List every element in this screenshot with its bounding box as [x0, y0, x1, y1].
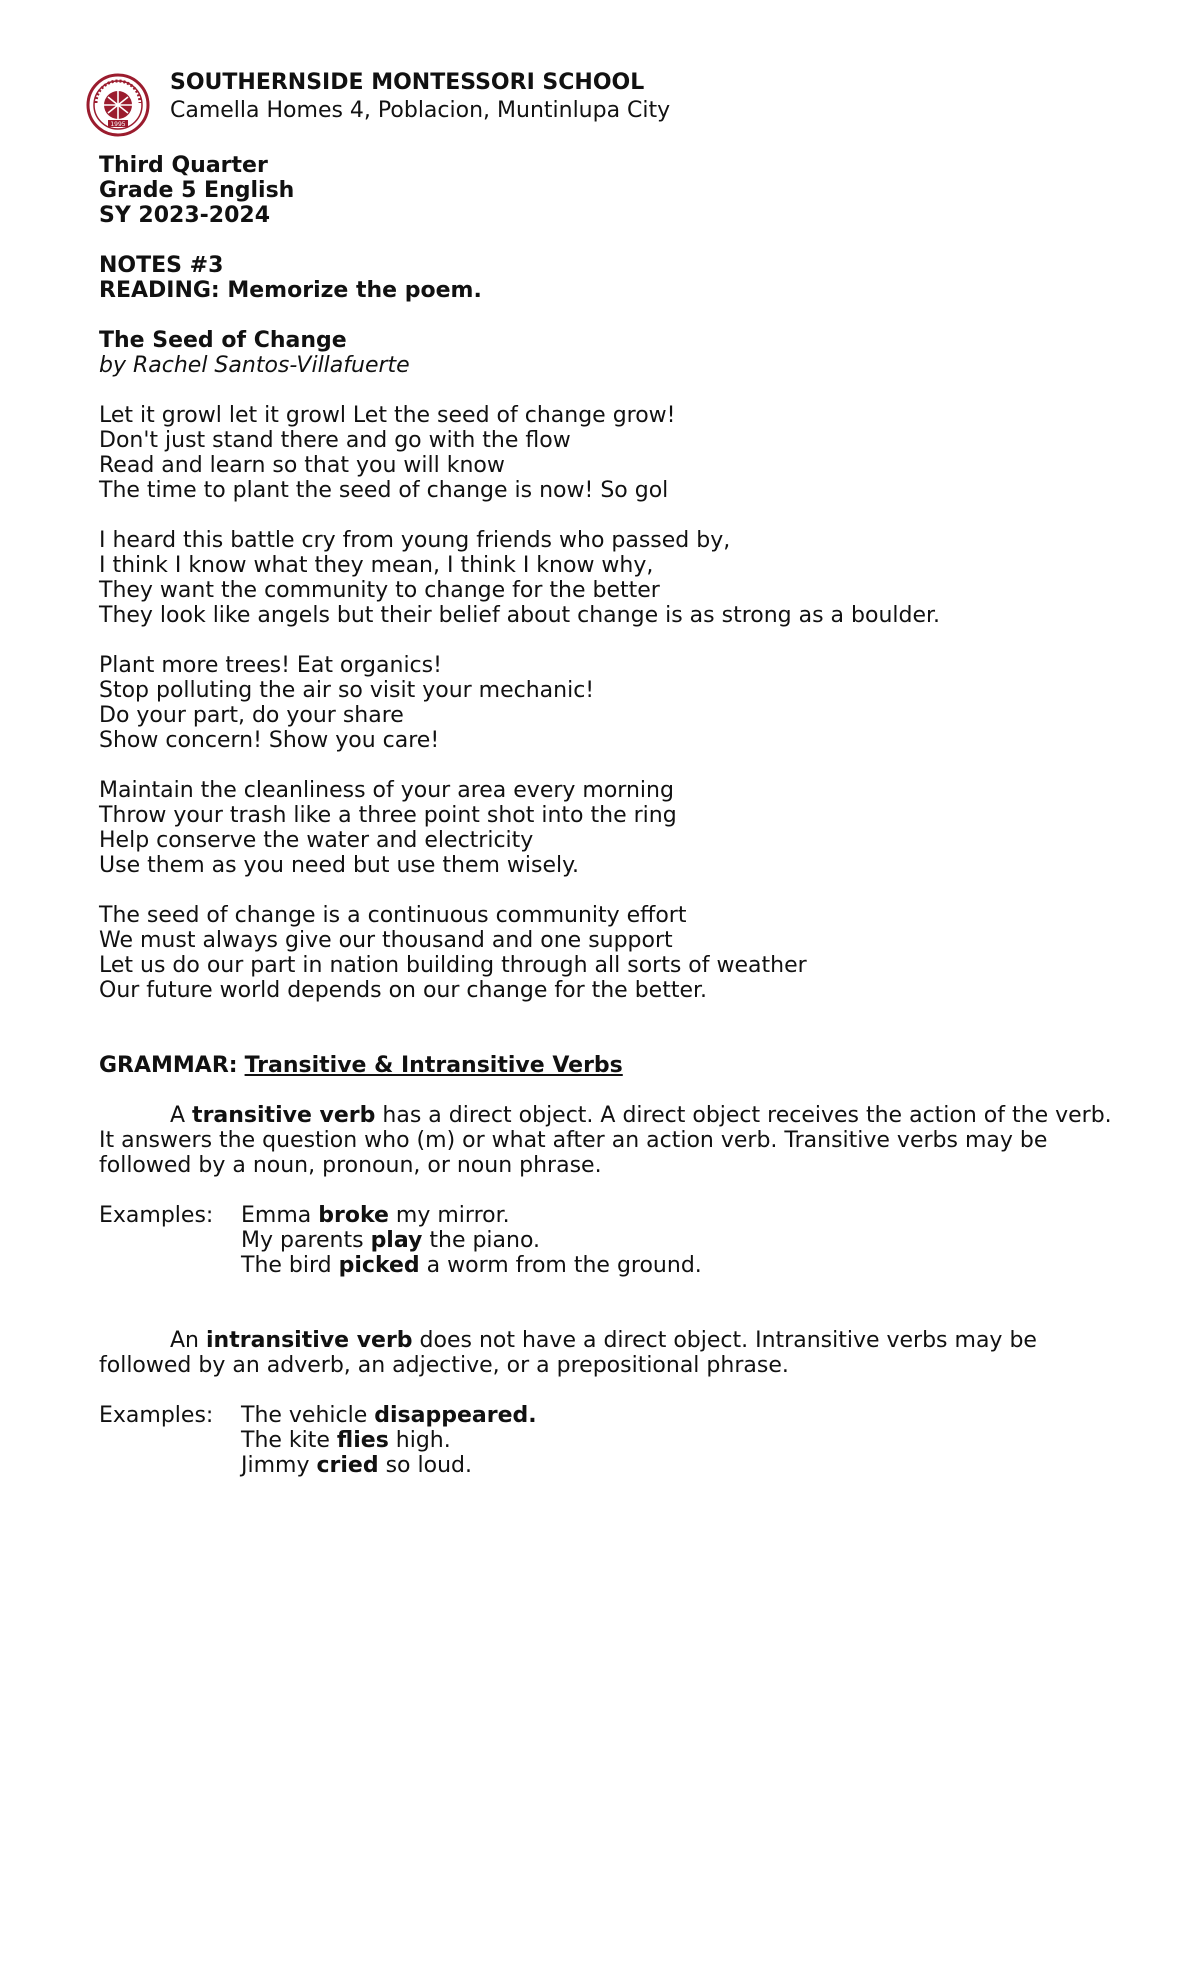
poem-line: Plant more trees! Eat organics! [99, 653, 442, 678]
poem-line: Stop polluting the air so visit your mechanic! [99, 678, 595, 703]
transitive-term: transitive verb [192, 1103, 376, 1128]
definition-text: A [170, 1103, 193, 1128]
poem-stanza [99, 778, 1119, 878]
poem-line: The time to plant the seed of change is now! So gol [99, 478, 669, 503]
example-sentence: My parents play the piano. [241, 1228, 541, 1253]
transitive-definition [99, 1103, 1119, 1178]
intransitive-definition [99, 1328, 1119, 1378]
poem-line: Let us do our part in nation building through all sorts of weather [99, 953, 807, 978]
example-verb: disappeared. [374, 1403, 537, 1428]
poem-line: I heard this battle cry from young friends who passed by, [99, 528, 731, 553]
poem-line: Throw your trash like a three point shot into the ring [99, 803, 677, 828]
definition-text: An [170, 1328, 206, 1353]
grammar-label: GRAMMAR: [99, 1053, 238, 1078]
school-name: SOUTHERNSIDE MONTESSORI SCHOOL [170, 70, 645, 95]
example-sentence: Jimmy cried so loud. [241, 1453, 472, 1478]
poem-line: They want the community to change for the better [99, 578, 660, 603]
poem-stanza [99, 528, 1119, 628]
grammar-topic: Transitive & Intransitive Verbs [244, 1053, 623, 1078]
poem-line: Our future world depends on our change for the better. [99, 978, 708, 1003]
poem-stanza [99, 903, 1119, 1003]
example-sentence: The vehicle disappeared. [241, 1403, 537, 1428]
quarter-label: Third Quarter [99, 153, 268, 178]
reading-instruction: READING: Memorize the poem. [99, 278, 482, 303]
example-sentence: The bird picked a worm from the ground. [241, 1253, 702, 1278]
poem-line: I think I know what they mean, I think I know why, [99, 553, 654, 578]
notes-number: NOTES #3 [99, 253, 224, 278]
poem-line: Maintain the cleanliness of your area every morning [99, 778, 674, 803]
definition-text: does not have a direct object. Intransitive verbs may be followed by an adverb, an adjective, or a prepositional phrase. [99, 1328, 1037, 1378]
poem-line: The seed of change is a continuous community effort [99, 903, 687, 928]
logo-year: 1995 [110, 121, 126, 128]
example-sentence: The kite flies high. [241, 1428, 451, 1453]
subject-label: Grade 5 English [99, 178, 295, 203]
poem-stanza [99, 403, 1119, 503]
poem-stanza [99, 653, 1119, 753]
example-verb: picked [338, 1253, 420, 1278]
poem-line: Help conserve the water and electricity [99, 828, 534, 853]
transitive-examples [99, 1203, 1119, 1278]
poem-line: Don't just stand there and go with the flow [99, 428, 571, 453]
examples-label: Examples: [99, 1403, 214, 1428]
poem-line: They look like angels but their belief about change is as strong as a boulder. [99, 603, 941, 628]
intransitive-examples [99, 1403, 1119, 1478]
school-year-label: SY 2023-2024 [99, 203, 271, 228]
poem-line: Let it growl let it growl Let the seed of change grow! [99, 403, 676, 428]
poem-line: Do your part, do your share [99, 703, 404, 728]
poem-line: Read and learn so that you will know [99, 453, 505, 478]
grammar-heading [99, 1053, 1119, 1078]
school-seal-icon [86, 73, 150, 137]
school-header [86, 70, 986, 140]
example-verb: flies [336, 1428, 389, 1453]
example-verb: play [370, 1228, 423, 1253]
poem-line: Show concern! Show you care! [99, 728, 440, 753]
examples-label: Examples: [99, 1203, 214, 1228]
poem-author: by Rachel Santos-Villafuerte [99, 353, 410, 378]
intransitive-term: intransitive verb [206, 1328, 413, 1353]
definition-text: has a direct object. A direct object receives the action of the verb. It answers the question who (m) or what after an action verb. Transitive verbs may be followed by a noun, pronoun, or noun phrase. [99, 1103, 1112, 1178]
poem-title: The Seed of Change [99, 328, 347, 353]
example-verb: broke [318, 1203, 389, 1228]
school-address: Camella Homes 4, Poblacion, Muntinlupa City [170, 98, 671, 123]
poem-line: We must always give our thousand and one support [99, 928, 673, 953]
example-sentence: Emma broke my mirror. [241, 1203, 510, 1228]
poem-line: Use them as you need but use them wisely. [99, 853, 580, 878]
example-verb: cried [316, 1453, 379, 1478]
document-body [99, 153, 1119, 1478]
